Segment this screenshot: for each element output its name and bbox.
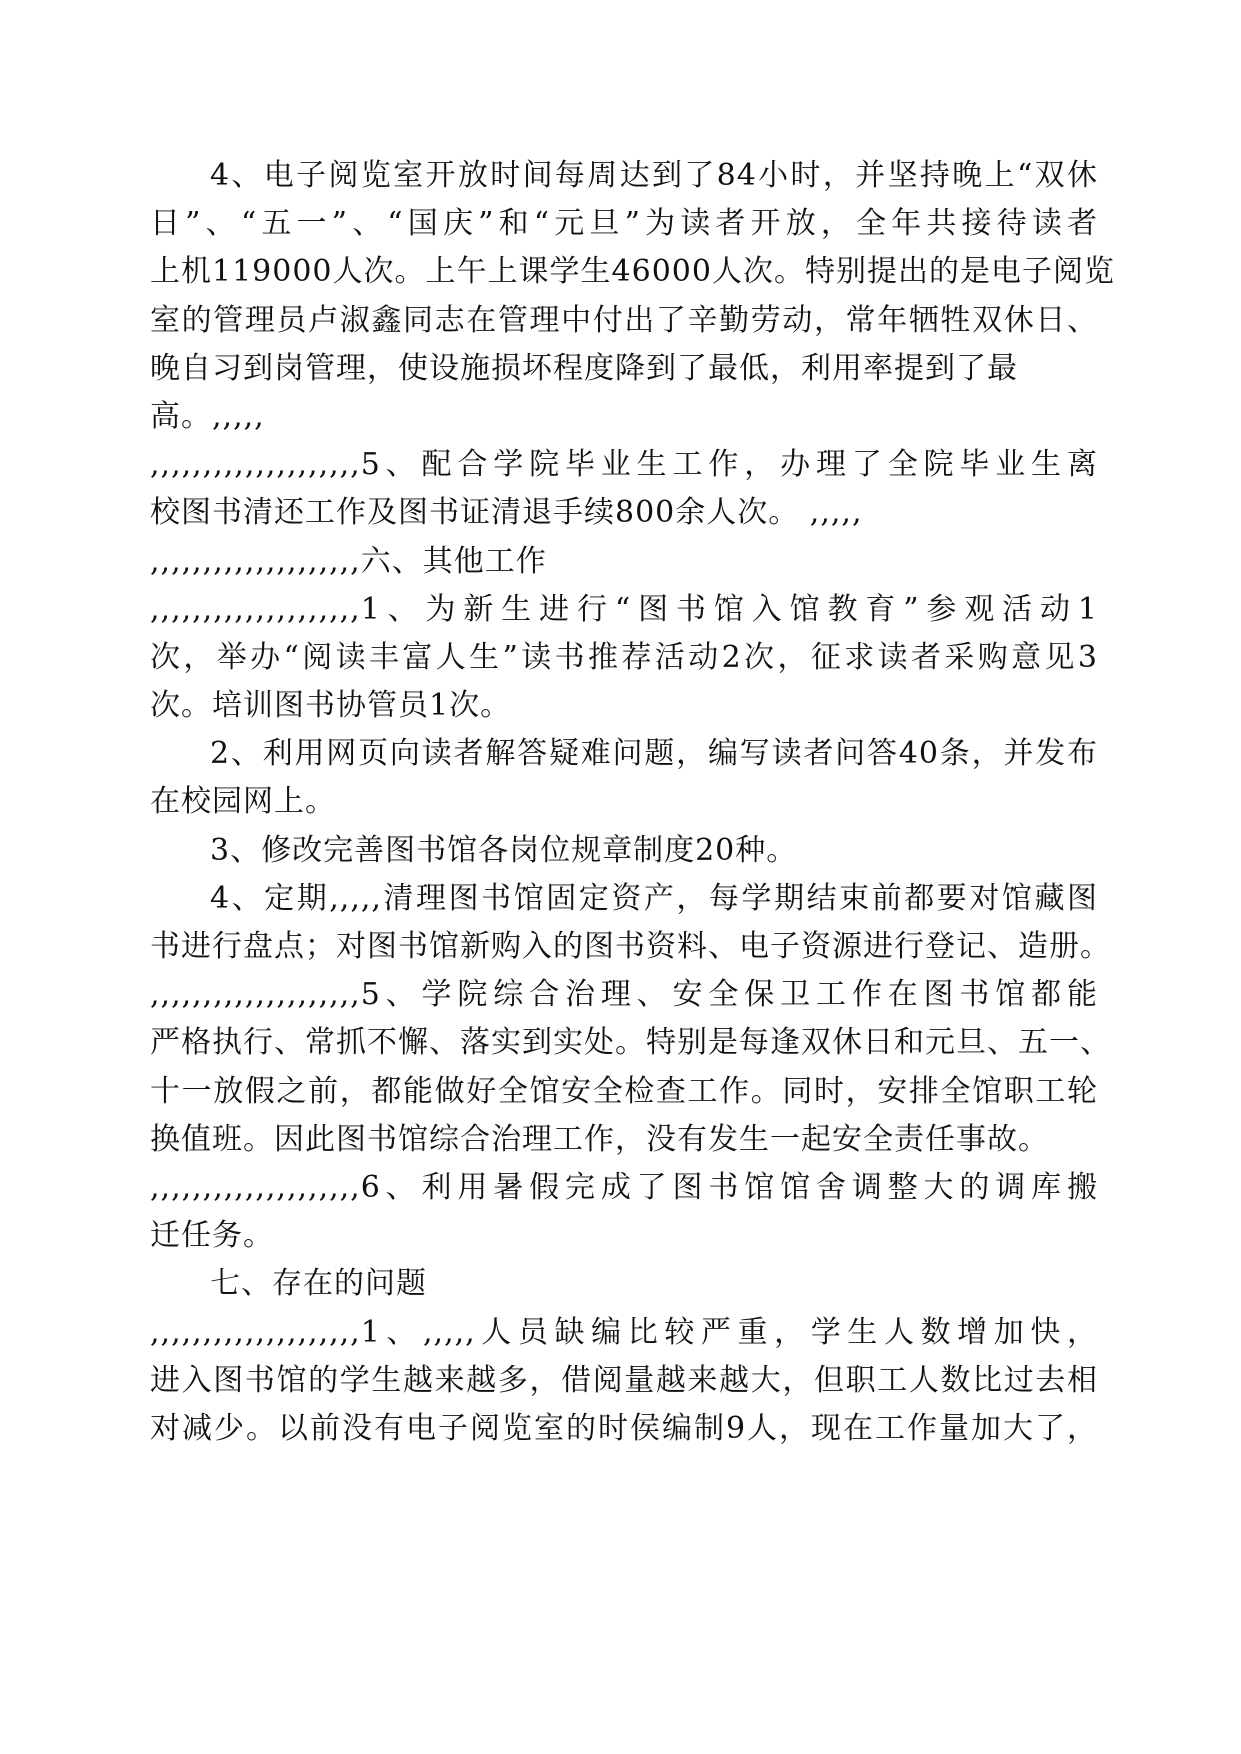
text-line: 校图书清还工作及图书证清退手续800余人次。 ,,,,, xyxy=(150,495,863,531)
text-line: ,,,,,,,,,,,,,,,,,,,,1、为新生进行“图书馆入馆教育”参观活动1 xyxy=(150,591,1098,627)
text-line: 上机119000人次。上午上课学生46000人次。特别提出的是电子阅览 xyxy=(150,254,1115,290)
text-line: 高。,,,,, xyxy=(150,398,265,434)
text-line: 进入图书馆的学生越来越多，借阅量越来越大，但职工人数比过去相 xyxy=(150,1362,1098,1398)
text-line: ,,,,,,,,,,,,,,,,,,,,1、,,,,,人员缺编比较严重，学生人数增加快， xyxy=(150,1314,1098,1350)
text-line: 室的管理员卢淑鑫同志在管理中付出了辛勤劳动，常年牺牲双休日、 xyxy=(150,302,1098,338)
text-line: 晚自习到岗管理，使设施损坏程度降到了最低，利用率提到了最 xyxy=(150,350,1018,386)
text-line: 日”、“五一”、“国庆”和“元旦”为读者开放，全年共接待读者 xyxy=(150,206,1098,242)
text-line: 在校园网上。 xyxy=(150,784,336,820)
text-line: ,,,,,,,,,,,,,,,,,,,,六、其他工作 xyxy=(150,543,547,579)
text-line: ,,,,,,,,,,,,,,,,,,,,6、利用暑假完成了图书馆馆舍调整大的调库搬 xyxy=(150,1169,1098,1205)
text-line: 迁任务。 xyxy=(150,1218,274,1254)
text-line: 2、利用网页向读者解答疑难问题，编写读者问答40条，并发布 xyxy=(210,736,1098,772)
text-line: ,,,,,,,,,,,,,,,,,,,,5、学院综合治理、安全保卫工作在图书馆都能 xyxy=(150,977,1098,1013)
text-line: 3、修改完善图书馆各岗位规章制度20种。 xyxy=(210,832,798,868)
text-line: 十一放假之前，都能做好全馆安全检查工作。同时，安排全馆职工轮 xyxy=(150,1073,1098,1109)
text-line: 次，举办“阅读丰富人生”读书推荐活动2次，征求读者采购意见3 xyxy=(150,639,1098,675)
text-line: 4、电子阅览室开放时间每周达到了84小时，并坚持晚上“双休 xyxy=(210,158,1098,193)
text-line: ,,,,,,,,,,,,,,,,,,,,5、配合学院毕业生工作，办理了全院毕业生离 xyxy=(150,447,1098,483)
text-line: 严格执行、常抓不懈、落实到实处。特别是每逢双休日和元旦、五一、 xyxy=(150,1025,1111,1061)
text-line: 4、定期,,,,,清理图书馆固定资产，每学期结束前都要对馆藏图 xyxy=(210,880,1098,916)
text-line: 次。培训图书协管员1次。 xyxy=(150,688,512,724)
text-line: 书进行盘点；对图书馆新购入的图书资料、电子资源进行登记、造册。 xyxy=(150,929,1111,964)
text-line: 七、存在的问题 xyxy=(210,1266,427,1302)
text-line: 换值班。因此图书馆综合治理工作，没有发生一起安全责任事故。 xyxy=(150,1121,1049,1157)
text-line: 对减少。以前没有电子阅览室的时侯编制9人，现在工作量加大了， xyxy=(150,1410,1098,1446)
document-page xyxy=(150,152,1115,1453)
